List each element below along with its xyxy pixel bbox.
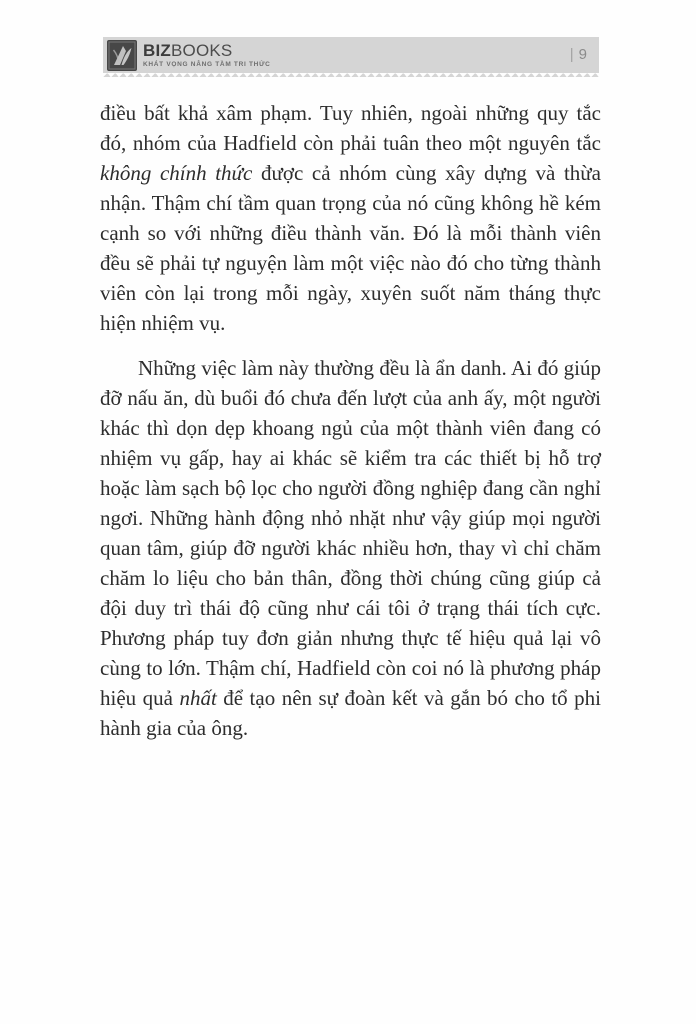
text-segment: được cả nhóm cùng xây dựng và thừa nhận. Thậm chí tầm quan trọng của nó cũng không hề kém cạnh so với những điều thành văn. Đó là mỗi thành viên đều sẽ phải tự nguyện làm một việc nào đó cho từng thành viên còn lại trong mỗi ngày, xuyên suốt năm tháng thực hiện nhiệm vụ. bbox=[100, 161, 601, 335]
paragraph bbox=[100, 98, 601, 338]
page-body bbox=[100, 98, 601, 758]
brand-tagline: KHÁT VỌNG NÂNG TẦM TRI THỨC bbox=[143, 61, 271, 68]
page-number-value: 9 bbox=[578, 46, 588, 63]
text-segment: điều bất khả xâm phạm. Tuy nhiên, ngoài những quy tắc đó, nhóm của Hadfield còn phải tuân theo một nguyên tắc bbox=[100, 101, 601, 155]
paragraph bbox=[100, 353, 601, 743]
brand-name bbox=[143, 42, 271, 59]
text-segment-italic: không chính thức bbox=[100, 161, 253, 185]
brand-name-biz: BIZ bbox=[143, 41, 171, 60]
brand-name-books: BOOKS bbox=[170, 41, 233, 60]
brand-block bbox=[143, 40, 271, 68]
page-number bbox=[570, 46, 588, 63]
page-number-separator: | bbox=[569, 46, 575, 63]
text-segment: Những việc làm này thường đều là ẩn danh. Ai đó giúp đỡ nấu ăn, dù buổi đó chưa đến lượt của anh ấy, một người khác thì dọn dẹp khoang ngủ của một thành viên đang có nhiệm vụ gấp, hay ai khác sẽ kiểm tra các thiết bị hỗ trợ hoặc làm sạch bộ lọc cho người đồng nghiệp đang cần nghỉ ngơi. Những hành động nhỏ nhặt như vậy giúp mọi người quan tâm, giúp đỡ người khác nhiều hơn, thay vì chỉ chăm chăm lo liệu cho bản thân, đồng thời chúng cũng giúp cả đội duy trì thái độ cũng như cái tôi ở trạng thái tích cực. Phương pháp tuy đơn giản nhưng thực tế hiệu quả lại vô cùng to lớn. Thậm chí, Hadfield còn coi nó là phương pháp hiệu quả bbox=[100, 356, 601, 710]
text-segment-italic: nhất bbox=[179, 686, 217, 710]
bizbooks-logo bbox=[107, 40, 271, 71]
text-segment: để tạo nên sự đoàn kết và gắn bó cho tổ phi hành gia của ông. bbox=[100, 686, 601, 740]
bizbooks-emblem-icon bbox=[107, 40, 137, 71]
header-band bbox=[103, 37, 599, 73]
